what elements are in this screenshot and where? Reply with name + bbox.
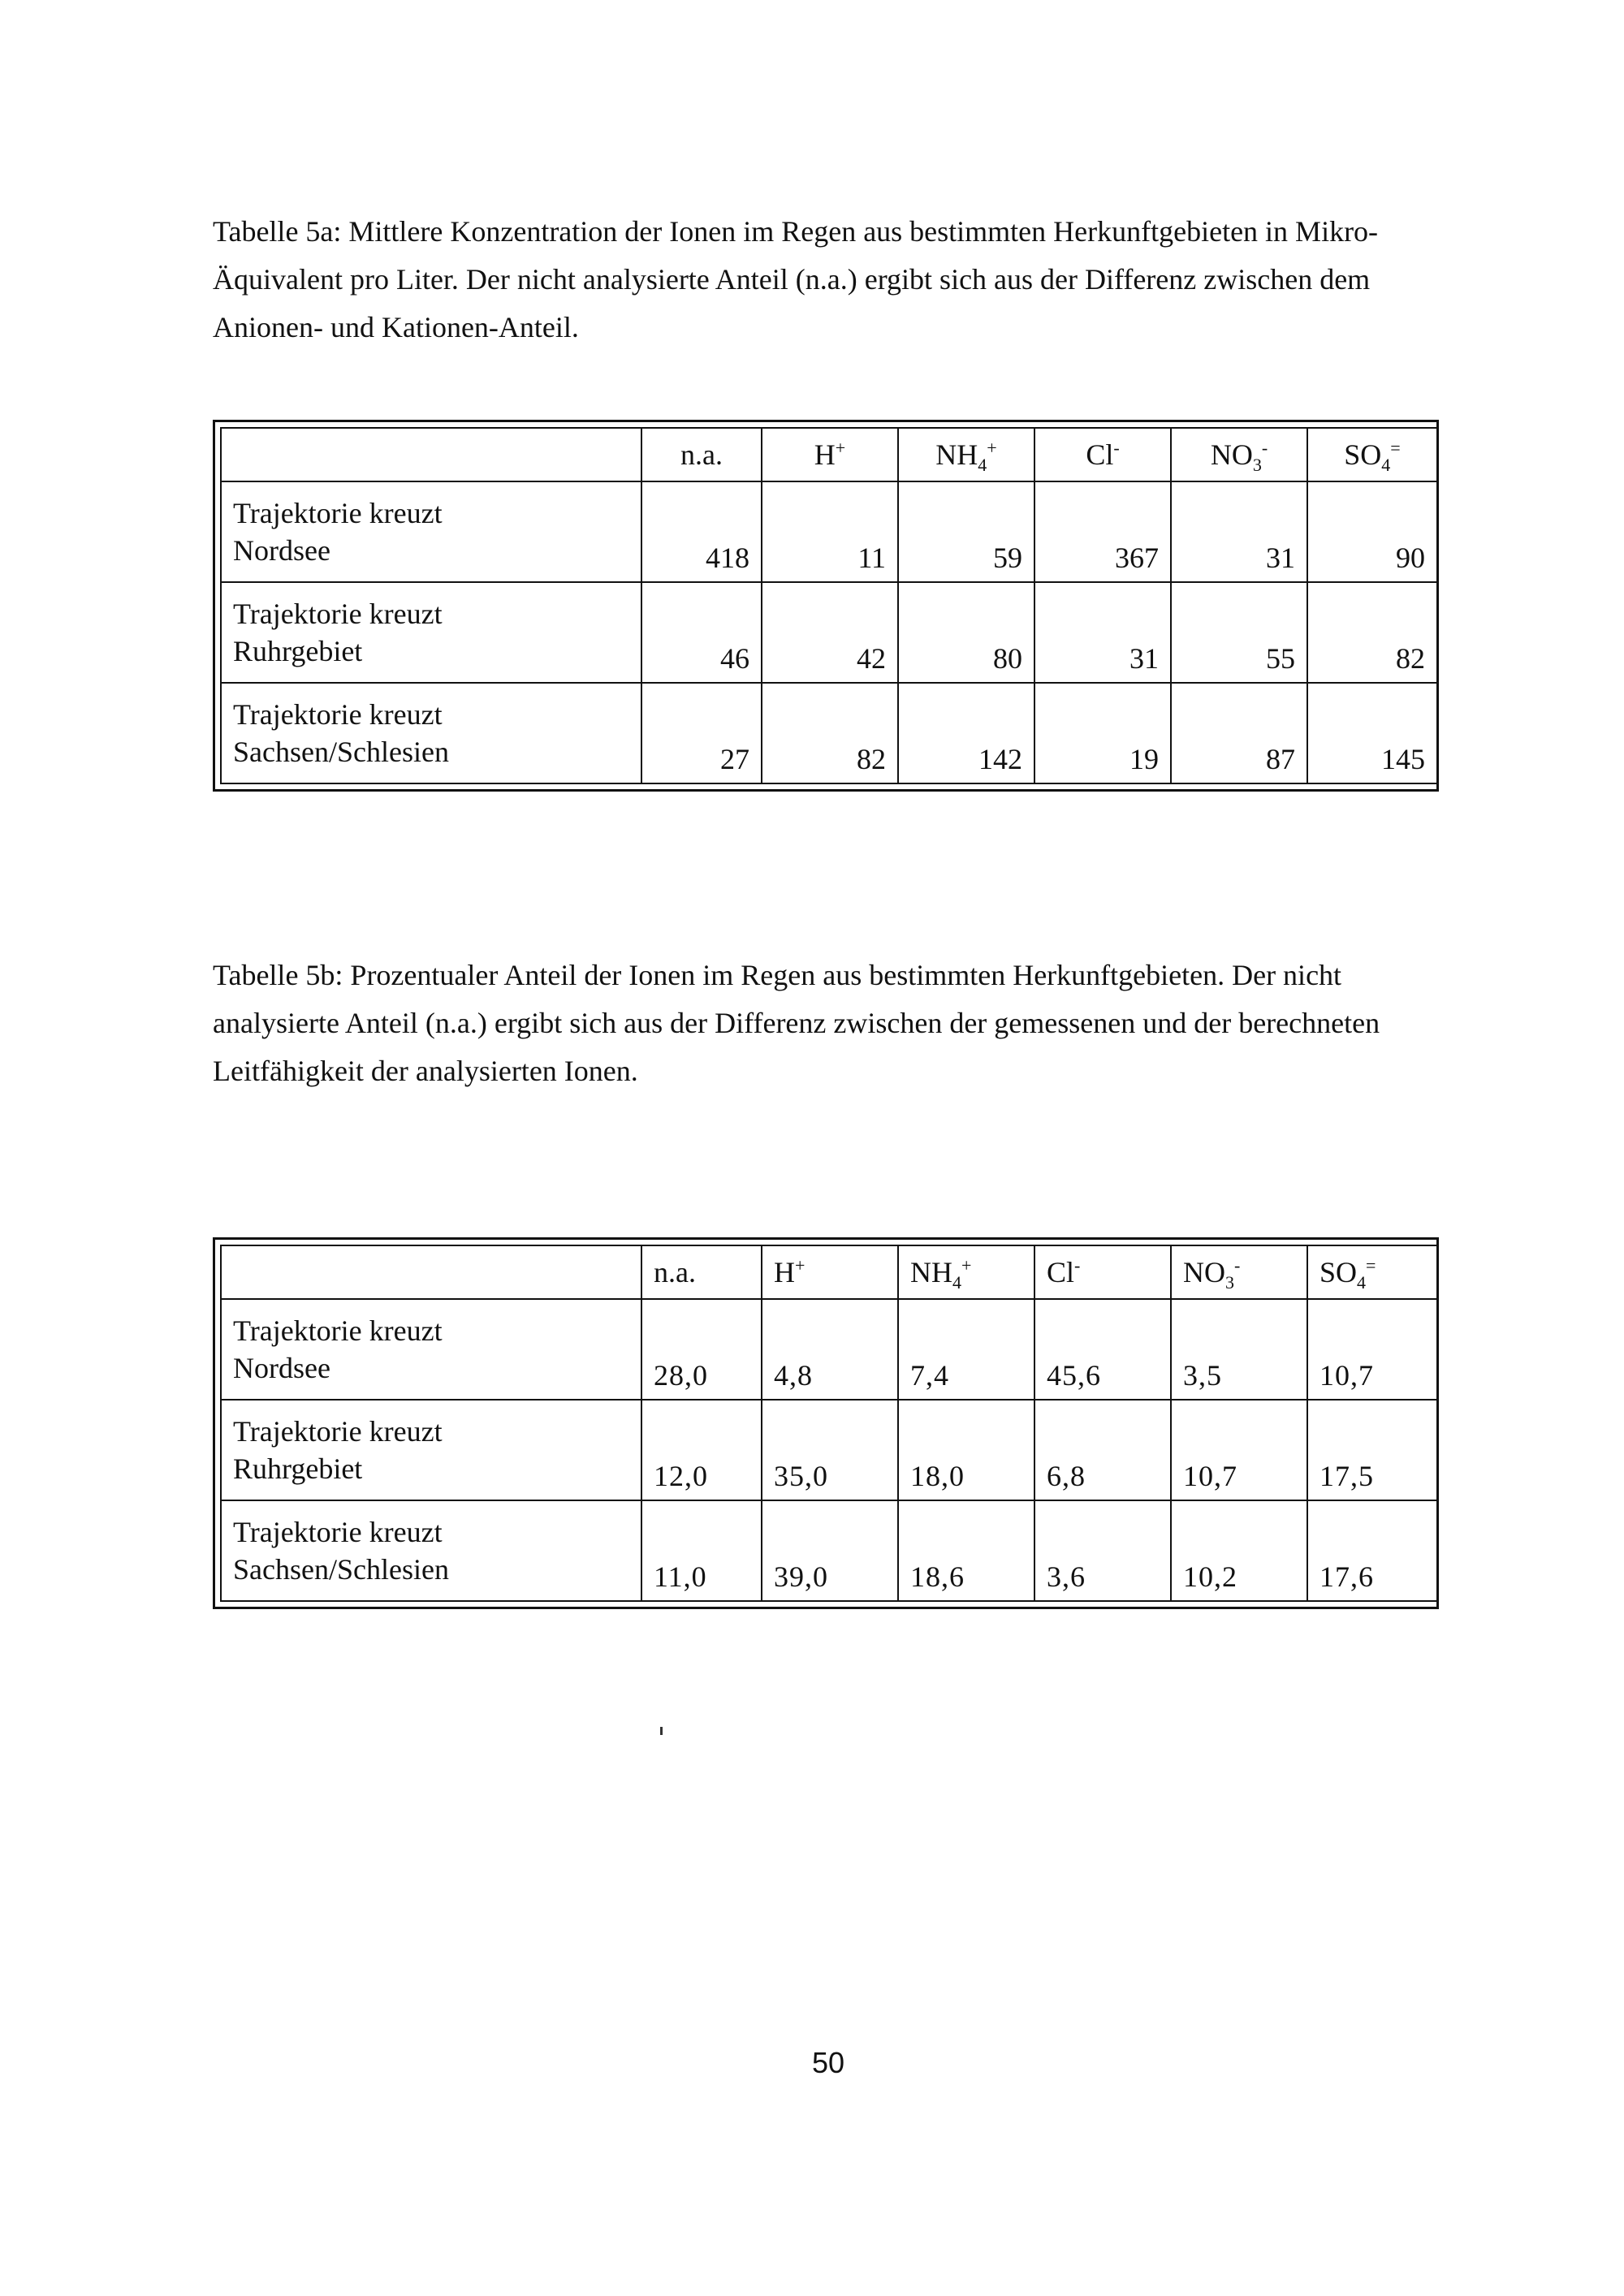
col-header-so4: $SO_4^=$ (1307, 1245, 1437, 1299)
table-5a-frame (213, 420, 1439, 792)
col-header-cl: Cl- (1034, 428, 1171, 481)
cell: 80 (898, 582, 1034, 683)
cell: 17,6 (1307, 1500, 1437, 1601)
cell: 18,0 (898, 1400, 1034, 1500)
cell: 6,8 (1034, 1400, 1171, 1500)
table-5a-corner (221, 428, 641, 481)
row-label: Trajektorie kreuzt Nordsee (221, 481, 641, 582)
table-5b-frame (213, 1237, 1439, 1609)
table-5a-caption: Tabelle 5a: Mittlere Konzentration der Ionen im Regen aus bestimmten Herkunftgebieten in Mikro-Äquivalent pro Liter. Der nicht analysierte Anteil (n.a.) ergibt sich aus der Differenz zwischen dem Anionen- und Kationen-Anteil. (213, 215, 1379, 343)
cell: 87 (1171, 683, 1307, 783)
cell: 3,5 (1171, 1299, 1307, 1400)
col-header-nh4: $NH_4^+$ (898, 1245, 1034, 1299)
col-header-na: n.a. (641, 1245, 762, 1299)
row-label: Trajektorie kreuzt Nordsee (221, 1299, 641, 1400)
cell: 11 (762, 481, 898, 582)
row-label: Trajektorie kreuzt Sachsen/Schlesien (221, 683, 641, 783)
col-header-no3: $NO_3^-$ (1171, 428, 1307, 481)
cell: 367 (1034, 481, 1171, 582)
table-row (221, 1299, 1437, 1400)
cell: 18,6 (898, 1500, 1034, 1601)
cell: 55 (1171, 582, 1307, 683)
col-header-h: H+ (762, 428, 898, 481)
cell: 10,7 (1171, 1400, 1307, 1500)
row-label: Trajektorie kreuzt Sachsen/Schlesien (221, 1500, 641, 1601)
table-5a-header-row (221, 428, 1437, 481)
cell: 12,0 (641, 1400, 762, 1500)
cell: 39,0 (762, 1500, 898, 1601)
cell: 17,5 (1307, 1400, 1437, 1500)
cell: 11,0 (641, 1500, 762, 1601)
page-number: 50 (811, 2046, 845, 2079)
table-5b (220, 1245, 1438, 1602)
col-header-cl: Cl- (1034, 1245, 1171, 1299)
table-5a (220, 427, 1438, 784)
cell: 82 (762, 683, 898, 783)
cell: 27 (641, 683, 762, 783)
cell: 19 (1034, 683, 1171, 783)
table-row (221, 1500, 1437, 1601)
cell: 59 (898, 481, 1034, 582)
col-header-nh4: $NH_4^+$ (898, 428, 1034, 481)
cell: 42 (762, 582, 898, 683)
col-header-na: n.a. (641, 428, 762, 481)
table-row (221, 582, 1437, 683)
cell: 7,4 (898, 1299, 1034, 1400)
cell: 31 (1171, 481, 1307, 582)
cell: 35,0 (762, 1400, 898, 1500)
cell: 10,2 (1171, 1500, 1307, 1601)
cell: 31 (1034, 582, 1171, 683)
row-label: Trajektorie kreuzt Ruhrgebiet (221, 1400, 641, 1500)
cell: 4,8 (762, 1299, 898, 1400)
table-row (221, 683, 1437, 783)
cell: 3,6 (1034, 1500, 1171, 1601)
row-label: Trajektorie kreuzt Ruhrgebiet (221, 582, 641, 683)
cell: 28,0 (641, 1299, 762, 1400)
col-header-no3: $NO_3^-$ (1171, 1245, 1307, 1299)
table-5b-caption: Tabelle 5b: Prozentualer Anteil der Ionen im Regen aus bestimmten Herkunftgebieten. Der nicht analysierte Anteil (n.a.) ergibt sich aus der Differenz zwischen der gemessenen und der berechneten Leitfähigkeit der analysierten Ionen. (213, 959, 1380, 1087)
cell: 142 (898, 683, 1034, 783)
table-row (221, 481, 1437, 582)
cell: 90 (1307, 481, 1437, 582)
cell: 418 (641, 481, 762, 582)
scan-speck (660, 1727, 663, 1735)
table-5b-corner (221, 1245, 641, 1299)
table-row (221, 1400, 1437, 1500)
cell: 10,7 (1307, 1299, 1437, 1400)
cell: 145 (1307, 683, 1437, 783)
cell: 45,6 (1034, 1299, 1171, 1400)
cell: 82 (1307, 582, 1437, 683)
cell: 46 (641, 582, 762, 683)
table-5b-header-row (221, 1245, 1437, 1299)
col-header-h: H+ (762, 1245, 898, 1299)
col-header-so4: $SO_4^=$ (1307, 428, 1437, 481)
